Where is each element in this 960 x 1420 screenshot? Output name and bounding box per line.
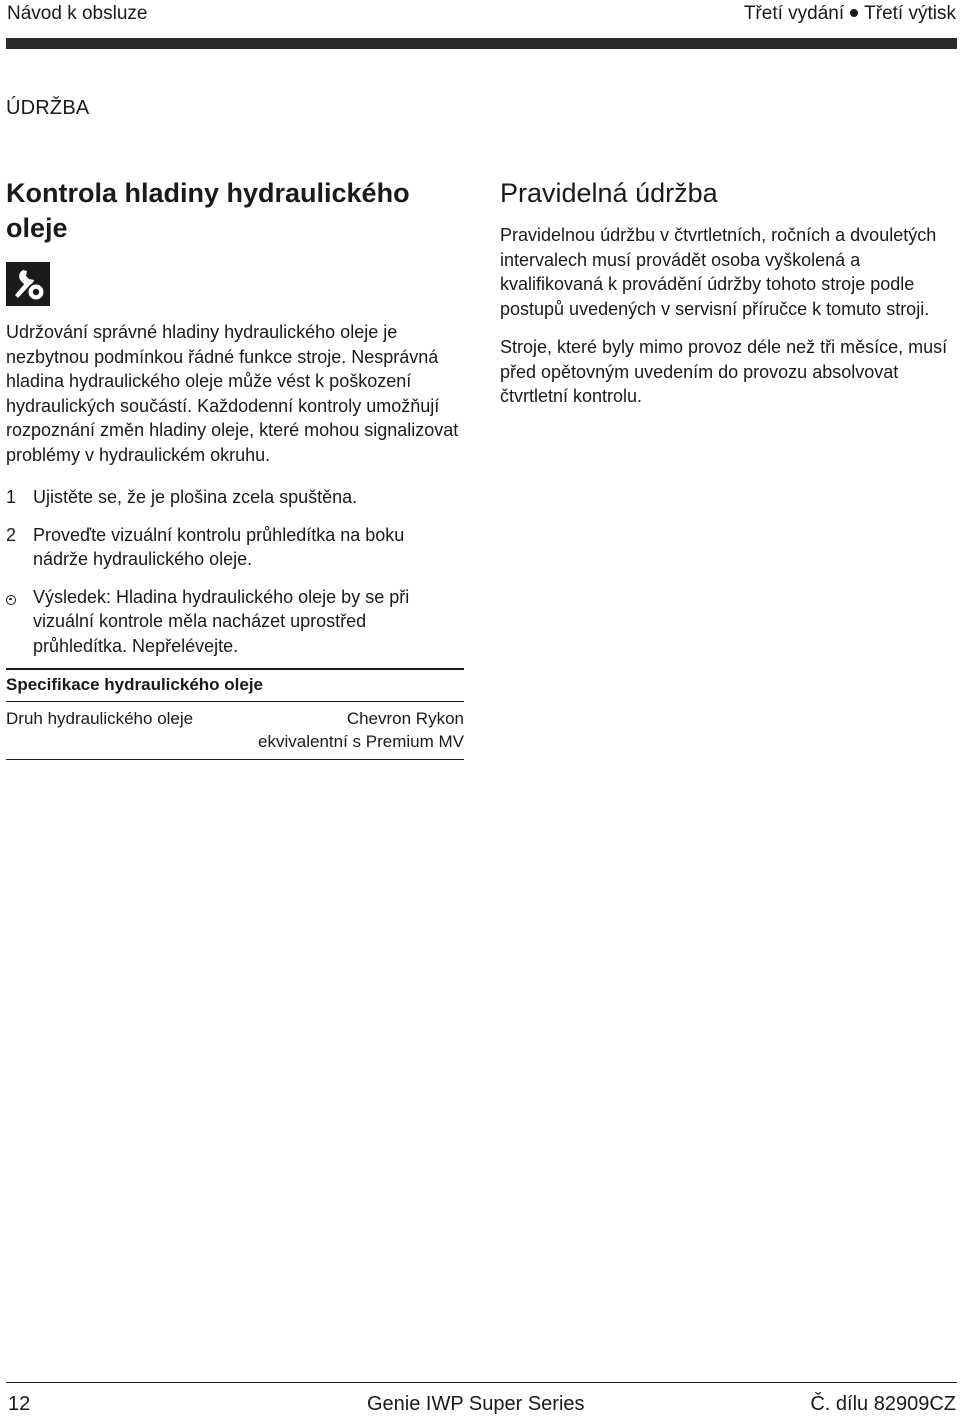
step-text: Proveďte vizuální kontrolu průhledítka na boku nádrže hydraulického oleje. <box>33 524 405 569</box>
bullet-dot-icon <box>850 9 858 17</box>
footer-rule <box>6 1382 957 1383</box>
header-rule <box>6 38 957 49</box>
step-number: 2 <box>6 524 17 545</box>
spec-value-line-2: ekvivalentní s Premium MV <box>258 731 464 751</box>
section-label: ÚDRŽBA <box>6 97 90 119</box>
spec-value <box>258 708 464 753</box>
result-circle-icon <box>6 595 16 605</box>
maintenance-paragraph-1: Pravidelnou údržbu v čtvrtletních, ročních a dvouletých intervalech musí provádět osoba vyškolená a kvalifikovaná k provádění údržby tohoto stroje podle postupů uvedených v servisní příručce k tomuto stroji. <box>500 225 937 319</box>
step-1 <box>6 485 464 510</box>
right-column <box>500 176 958 409</box>
step-2 <box>6 523 464 572</box>
page-number: 12 <box>8 1393 31 1415</box>
header-printing-text: Třetí výtisk <box>864 3 956 24</box>
header-manual-title: Návod k obsluze <box>7 3 148 24</box>
spec-value-line-1: Chevron Rykon <box>346 709 464 728</box>
step-number: 1 <box>6 487 17 507</box>
intro-paragraph: Udržování správné hladiny hydraulického oleje je nezbytnou podmínkou řádné funkce stroje. Nesprávná hladina hydraulického oleje může vést k poškození hydraulických součástí. Každodenní kontroly umožňují rozpoznání změn hladiny oleje, které mohou signalizovat problémy v hydraulickém okruhu. <box>6 322 459 465</box>
header-edition <box>744 3 956 25</box>
result-text: Výsledek: Hladina hydraulického oleje by se při vizuální kontrole měla nacházet uprostřed průhledítka. Nepřelévejte. <box>33 586 410 656</box>
footer-part-number: Č. dílu 82909CZ <box>810 1393 956 1415</box>
spec-row <box>6 702 464 760</box>
oil-spec-table <box>6 668 464 760</box>
left-column <box>6 176 464 760</box>
scheduled-maintenance-heading: Pravidelná údržba <box>500 178 718 208</box>
footer-product-title: Genie IWP Super Series <box>367 1393 585 1415</box>
spec-table-title: Specifikace hydraulického oleje <box>6 668 464 702</box>
step-text: Ujistěte se, že je plošina zcela spuštěna. <box>33 487 358 507</box>
wrench-nut-icon <box>6 262 50 306</box>
oil-level-heading: Kontrola hladiny hydraulického oleje <box>6 178 410 243</box>
result-step <box>6 585 464 659</box>
result-marker <box>6 585 33 659</box>
maintenance-paragraph-2: Stroje, které byly mimo provoz déle než tři měsíce, musí před opětovným uvedením do provozu absolvovat čtvrtletní kontrolu. <box>500 337 948 406</box>
spec-label: Druh hydraulického oleje <box>6 709 194 728</box>
header-edition-text: Třetí vydání <box>743 3 845 24</box>
